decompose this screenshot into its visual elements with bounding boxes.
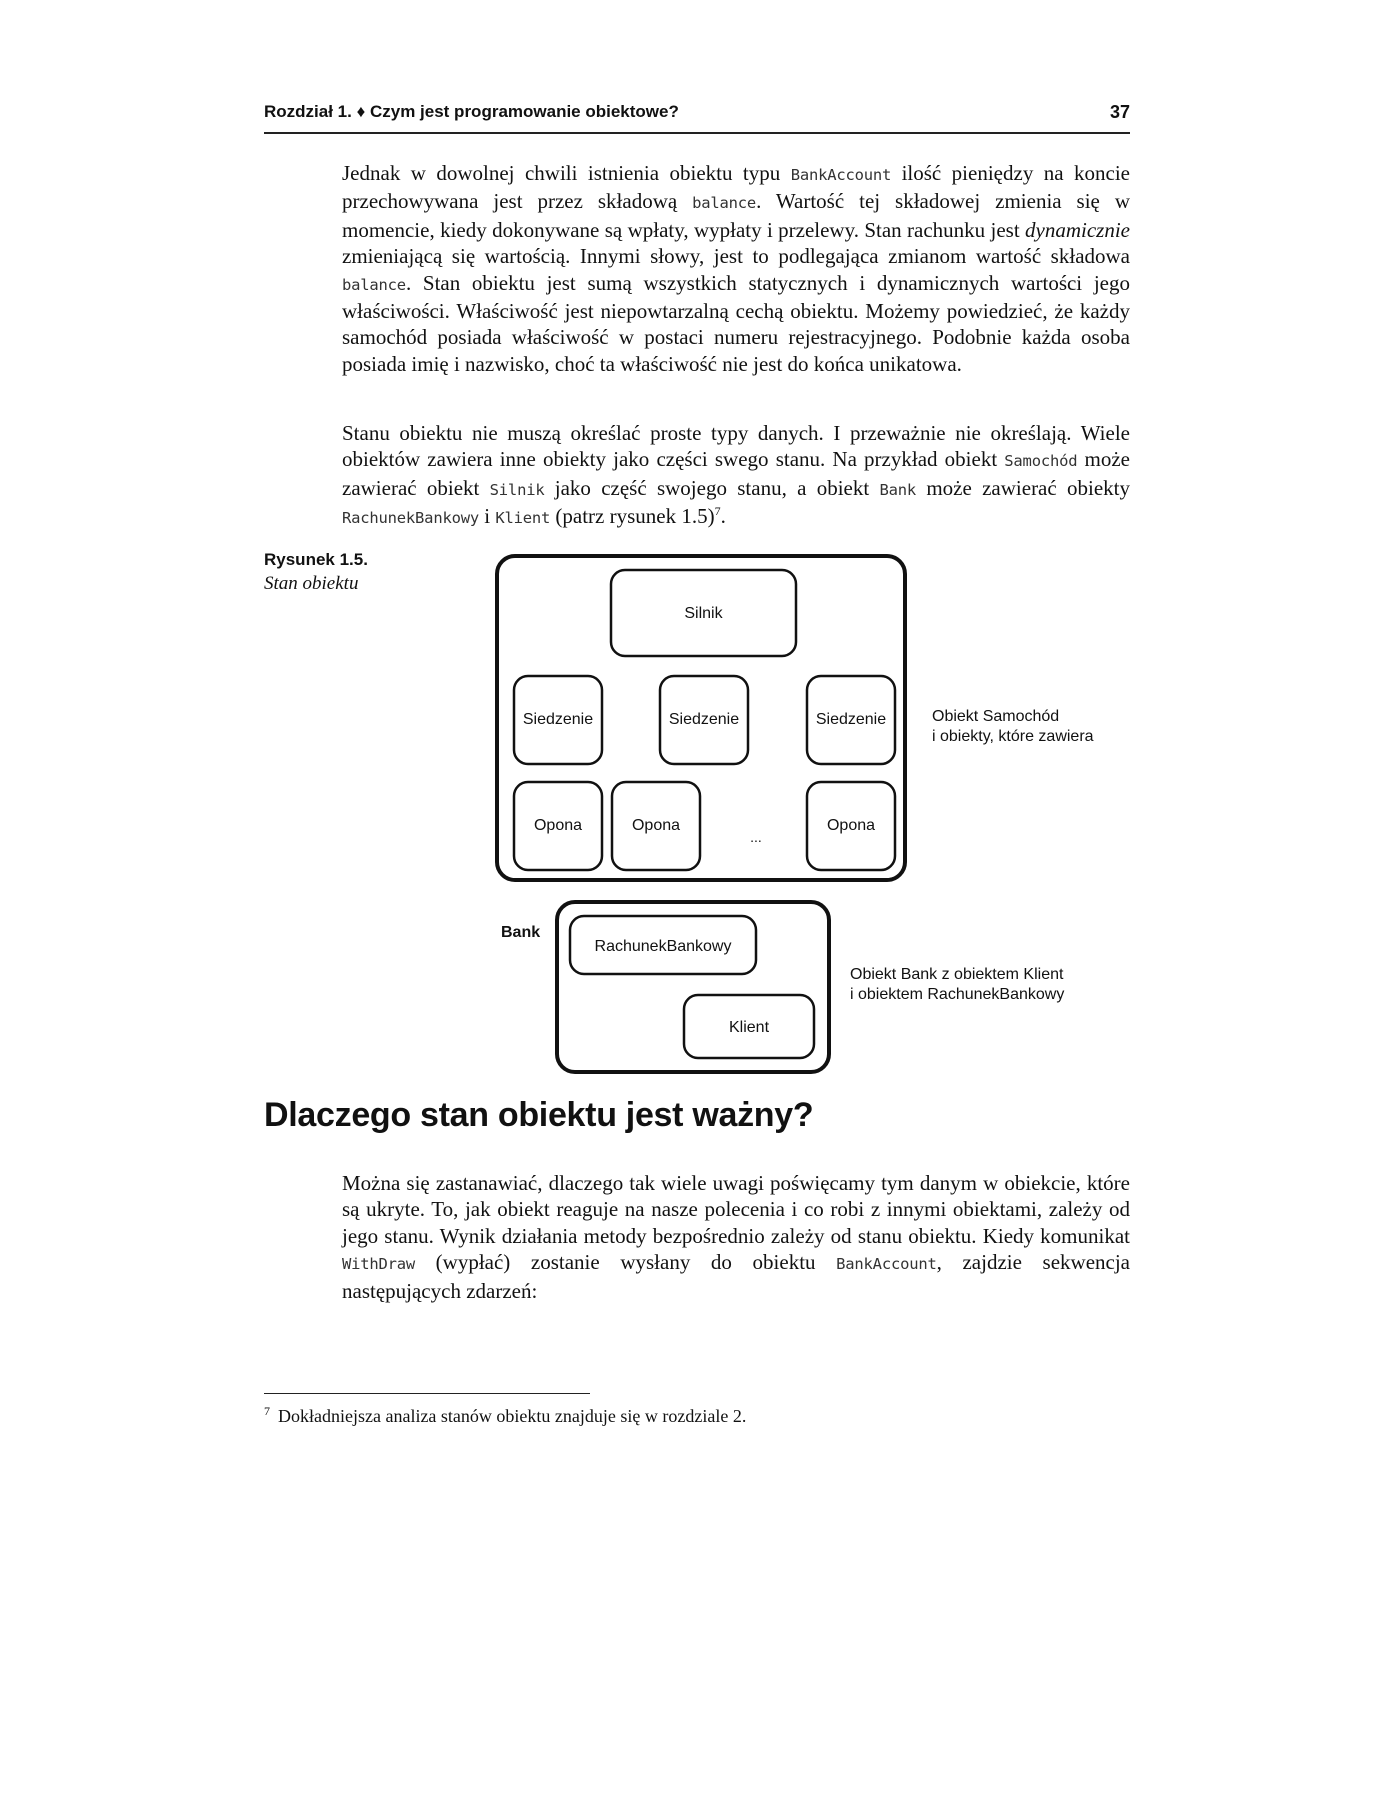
seat-box [660,676,748,764]
code-term: BankAccount [790,166,892,184]
car-caption-line1: Obiekt Samochód [932,708,1060,725]
code-term: Klient [495,509,551,528]
emphasis: dynamicznie [1025,217,1130,242]
bank-caption-line2: i obiektem RachunekBankowy [850,986,1065,1003]
bank-label: Bank [501,924,541,941]
text-run: Stanu obiektu nie muszą określać proste typy danych. I przeważnie nie określają. Wiele obiektów zawiera inne obiekty jako części swego stanu. Na przykład obiekt [342,421,1130,472]
text-run: ilość pieniędzy na koncie przechowywana jest przez składową [342,161,1130,214]
account-box [570,916,756,974]
code-term: balance [692,194,757,213]
section-heading: Dlaczego stan obiektu jest ważny? [264,1096,814,1134]
footnote-mark: 7 [264,1404,270,1418]
code-term: Bank [879,480,917,499]
bank-caption-line1: Obiekt Bank z obiektem Klient [850,966,1064,983]
engine-box [611,570,796,656]
text-run: może zawierać obiekty [916,475,1130,500]
footnote-divider [264,1393,590,1394]
tire-box [514,782,602,870]
figure-number: Rysunek 1.5. [264,550,368,569]
tire-box [612,782,700,870]
text-run: . [720,504,726,529]
paragraph-balance [342,160,1130,377]
text-run: Jednak w dowolnej chwili istnienia obiektu typu [342,161,791,185]
text-run: . Stan obiektu jest sumą wszystkich statycznych i dynamicznych wartości jego właściwości. Właściwość jest niepowtarzalną cechą obiektu. Możemy powiedzieć, że każdy samochód posiada właściwość w postaci numeru rejestracyjnego. Podobnie każda osoba posiada imię i nazwisko, choć ta właściwość nie jest do końca unikatowa. [342,270,1130,376]
client-label: Klient [728,1019,770,1036]
car-caption-line2: i obiekty, które zawiera [932,728,1094,745]
tire-box [807,782,895,870]
code-term: WithDraw [342,1255,416,1274]
running-header [264,98,1130,134]
tire-label: Opona [631,817,681,834]
code-term: BankAccount [836,1255,937,1274]
figure-title: Stan obiektu [264,573,359,594]
tire-label: Opona [533,817,583,834]
code-term: RachunekBankowy [342,509,479,528]
code-term: balance [342,275,406,294]
footnote-text: Dokładniejsza analiza stanów obiektu znajduje się w rozdziale 2. [278,1406,747,1426]
paragraph-state-importance [342,1170,1130,1304]
page-number: 37 [1109,102,1130,122]
client-box [684,995,814,1058]
text-run: może zawierać obiekt [342,447,1130,500]
text-run: , zajdzie sekwencja następujących zdarzeń: [342,1250,1130,1303]
footnote-ref[interactable]: 7 [714,504,721,519]
text-run: jako część swojego stanu, a obiekt [544,475,880,500]
seat-box [514,676,602,764]
text-run: i [478,504,496,529]
ellipsis-label: ... [750,829,762,845]
account-label: RachunekBankowy [594,938,732,955]
seat-label: Siedzenie [522,711,594,728]
code-term: Samochód [1004,452,1078,471]
code-term: Silnik [489,480,545,499]
seat-box [807,676,895,764]
figure-caption [264,550,414,595]
engine-label: Silnik [684,605,723,622]
text-run: Można się zastanawiać, dlaczego tak wiele uwagi poświęcamy tym danym w obiekcie, które są ukryte. To, jak obiekt reaguje na nasze polecenia i co robi z innymi obiektami, zależy od jego stanu. Wynik działania metody bezpośrednio zależy od stanu obiektu. Kiedy komunikat [342,1171,1130,1248]
footnote [264,1404,746,1427]
seat-label: Siedzenie [668,711,740,728]
chapter-title: Rozdział 1. ♦ Czym jest programowanie obiektowe? [264,102,679,121]
tire-label: Opona [826,817,876,834]
text-run: . Wartość tej składowej zmienia się w momencie, kiedy dokonywane są wpłaty, wypłaty i przelewy. Stan rachunku jest [342,189,1130,242]
text-run: (wypłać) zostanie wysłany do obiektu [415,1250,837,1275]
bank-object-frame [557,902,829,1072]
text-run: (patrz rysunek 1.5) [550,504,715,529]
paragraph-composite-state [342,420,1130,532]
car-object-frame [497,556,905,880]
seat-label: Siedzenie [815,711,887,728]
text-run: zmieniającą się wartością. Innymi słowy, jest to podlegająca zmianom wartość składowa [342,244,1130,269]
